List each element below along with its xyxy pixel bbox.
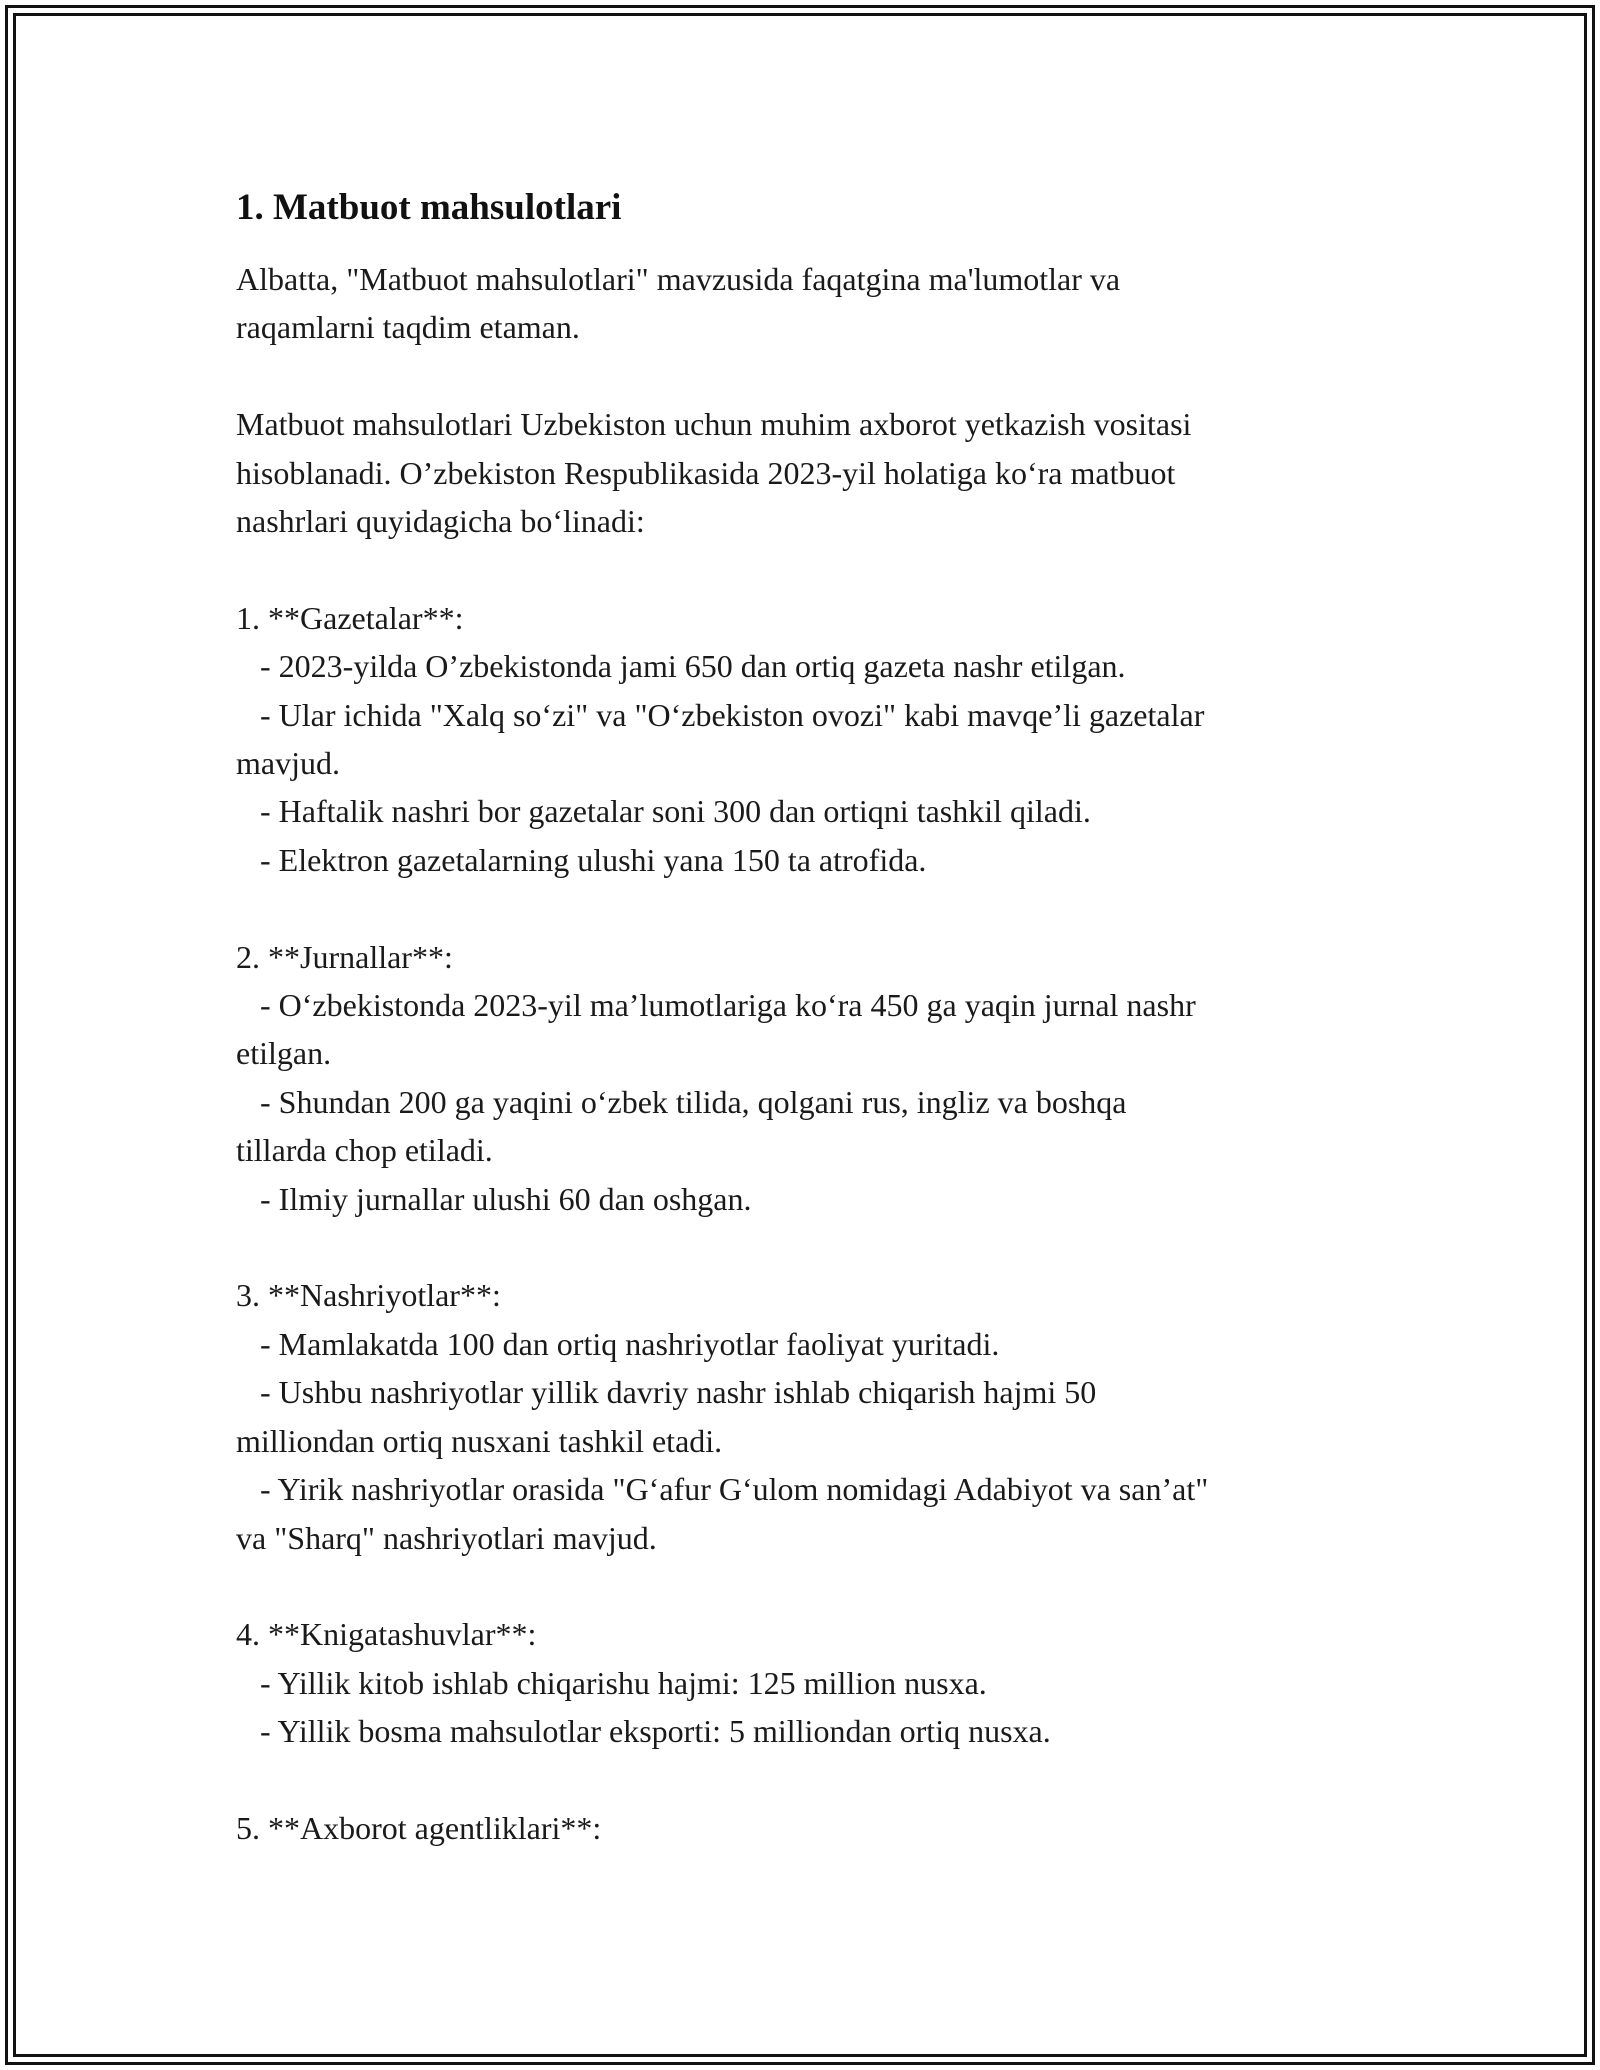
blank-line [236, 1223, 1376, 1271]
list-heading-knigatashuvlar: 4. **Knigatashuvlar**: [236, 1616, 537, 1653]
text-line: - Yirik nashriyotlar orasida "G‘afur G‘ulom nomidagi Adabiyot va san’at" [236, 1471, 1209, 1508]
text-line: milliondan ortiq nusxani tashkil etadi. [236, 1422, 723, 1459]
text-line: - 2023-yilda O’zbekistonda jami 650 dan ortiq gazeta nashr etilgan. [236, 648, 1126, 685]
list-heading-gazetalar: 1. **Gazetalar**: [236, 599, 464, 636]
text-line: - Ular ichida "Xalq so‘zi" va "O‘zbekiston ovozi" kabi mavqe’li gazetalar [236, 696, 1205, 733]
text-line: - Haftalik nashri bor gazetalar soni 300 dan ortiqni tashkil qiladi. [236, 793, 1091, 830]
text-line: mavjud. [236, 745, 340, 782]
text-line: - Ilmiy jurnallar ulushi 60 dan oshgan. [236, 1180, 752, 1217]
text-line: etilgan. [236, 1035, 332, 1072]
text-line: - Elektron gazetalarning ulushi yana 150 ta atrofida. [236, 841, 927, 878]
text-line: - Mamlakatda 100 dan ortiq nashriyotlar faoliyat yuritadi. [236, 1325, 1000, 1362]
text-line: raqamlarni taqdim etaman. [236, 309, 580, 346]
text-line: nashrlari quyidagicha bo‘linadi: [236, 503, 645, 540]
blank-line [236, 1756, 1376, 1804]
text-line: - Yillik kitob ishlab chiqarishu hajmi: 125 million nusxa. [236, 1664, 987, 1701]
list-heading-jurnallar: 2. **Jurnallar**: [236, 938, 453, 975]
document-body [236, 184, 1376, 1852]
text-line: Albatta, "Matbuot mahsulotlari" mavzusida faqatgina ma'lumotlar va [236, 261, 1121, 297]
document-heading: 1. Matbuot mahsulotlari [236, 187, 622, 228]
text-line: tillarda chop etiladi. [236, 1132, 493, 1169]
text-line: Matbuot mahsulotlari Uzbekiston uchun muhim axborot yetkazish vositasi [236, 406, 1192, 443]
text-line: - Ushbu nashriyotlar yillik davriy nashr ishlab chiqarish hajmi 50 [236, 1374, 1097, 1411]
blank-line [236, 884, 1376, 932]
blank-line [236, 1562, 1376, 1610]
text-line: hisoblanadi. O’zbekiston Respublikasida 2023-yil holatiga ko‘ra matbuot [236, 454, 1176, 491]
blank-line [236, 545, 1376, 593]
blank-line [236, 352, 1376, 400]
list-heading-axborot-agentliklari: 5. **Axborot agentliklari**: [236, 1809, 602, 1846]
list-heading-nashriyotlar: 3. **Nashriyotlar**: [236, 1277, 501, 1314]
text-line: - O‘zbekistonda 2023-yil ma’lumotlariga ko‘ra 450 ga yaqin jurnal nashr [236, 987, 1196, 1024]
text-line: va "Sharq" nashriyotlari mavjud. [236, 1519, 657, 1556]
text-line: - Yillik bosma mahsulotlar eksporti: 5 milliondan ortiq nusxa. [236, 1713, 1051, 1750]
text-line: - Shundan 200 ga yaqini o‘zbek tilida, qolgani rus, ingliz va boshqa [236, 1083, 1127, 1120]
text-block [236, 255, 1376, 1852]
